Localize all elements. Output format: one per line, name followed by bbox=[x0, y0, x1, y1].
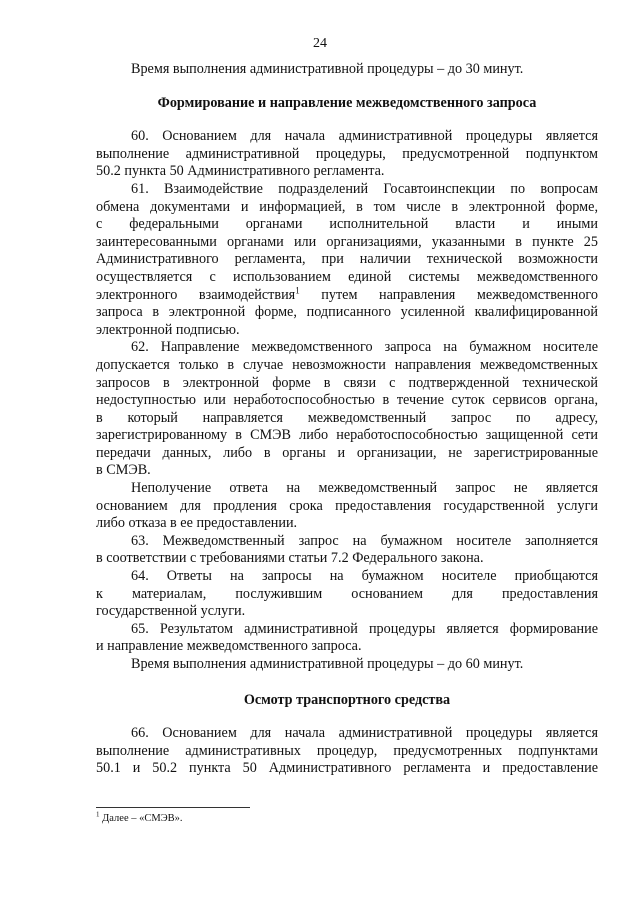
paragraph-64 bbox=[96, 568, 598, 621]
paragraph-63 bbox=[96, 533, 598, 568]
footnote-text: Далее – «СМЭВ». bbox=[99, 813, 183, 824]
paragraph-line: в соответствии с требованиями статьи 7.2 Федерального закона. bbox=[96, 550, 484, 567]
paragraph-line: 63. Межведомственный запрос на бумажном носителе заполняется bbox=[131, 532, 598, 549]
paragraph-line: запроса в электронной форме, подписанного усиленной квалифицированной bbox=[96, 304, 598, 321]
footnote-reference-mark[interactable]: 1 bbox=[295, 284, 300, 295]
paragraph-no-reply bbox=[96, 480, 598, 533]
paragraph-line: Неполучение ответа на межведомственный запрос не является bbox=[131, 480, 598, 497]
footnote-separator bbox=[96, 807, 250, 808]
paragraph-line: выполнение административной процедуры, предусмотренной подпунктом bbox=[96, 145, 598, 162]
paragraph-line: к материалам, послужившим основанием для предоставления bbox=[96, 585, 598, 602]
paragraph-line: запросов в электронной форме в связи с подтвержденной технической bbox=[96, 374, 598, 391]
paragraph-line: в СМЭВ. bbox=[96, 462, 151, 479]
paragraph-62 bbox=[96, 339, 598, 480]
paragraph-line: 50.2 пункта 50 Административного регламента. bbox=[96, 163, 385, 180]
paragraph-line: недоступностью или неработоспособностью в течение суток сервисов органа, bbox=[96, 392, 598, 409]
paragraph-line: заинтересованными органами или организациями, указанными в пункте 25 bbox=[96, 233, 598, 250]
paragraph-line: 62. Направление межведомственного запроса на бумажном носителе bbox=[131, 339, 598, 356]
section-heading-interagency-request: Формирование и направление межведомственного запроса bbox=[157, 94, 537, 111]
paragraph-line: с федеральными органами исполнительной власти и иными bbox=[96, 216, 598, 233]
paragraph-line: 60. Основанием для начала административной процедуры является bbox=[131, 128, 598, 145]
document-body bbox=[96, 61, 598, 778]
paragraph-65 bbox=[96, 621, 598, 656]
paragraph-line: обмена документами и информацией, в том числе в электронной форме, bbox=[96, 198, 598, 215]
paragraph-line-part: путем направления межведомственного bbox=[299, 286, 598, 303]
paragraph-line-with-footnote bbox=[96, 284, 598, 305]
time-line-60-min: Время выполнения административной процедуры – до 60 минут. bbox=[131, 656, 524, 672]
paragraph-line: допускается только в случае невозможности направления межведомственных bbox=[96, 356, 598, 373]
paragraph-line: государственной услуги. bbox=[96, 603, 246, 620]
page-number: 24 bbox=[313, 36, 327, 51]
intro-time-line: Время выполнения административной процедуры – до 30 минут. bbox=[131, 61, 524, 77]
paragraph-60 bbox=[96, 128, 598, 181]
paragraph-line: 64. Ответы на запросы на бумажном носителе приобщаются bbox=[131, 568, 598, 585]
paragraph-line: зарегистрированному в СМЭВ либо неработоспособностью защищенной сети bbox=[96, 427, 598, 444]
footnote-mark: 1 bbox=[96, 810, 100, 819]
section-heading-vehicle-inspection: Осмотр транспортного средства bbox=[243, 691, 451, 708]
paragraph-line: либо отказа в ее предоставлении. bbox=[96, 515, 298, 532]
paragraph-61 bbox=[96, 181, 598, 339]
paragraph-66 bbox=[96, 725, 598, 778]
paragraph-line: 61. Взаимодействие подразделений Госавтоинспекции по вопросам bbox=[131, 180, 598, 197]
paragraph-line: 50.1 и 50.2 пункта 50 Административного регламента и предоставление bbox=[96, 760, 598, 777]
paragraph-line: выполнение административных процедур, предусмотренных подпунктами bbox=[96, 742, 598, 759]
footnote bbox=[96, 812, 183, 825]
paragraph-line: передачи данных, либо в органы и организации, не зарегистрированные bbox=[96, 444, 598, 461]
paragraph-line: 66. Основанием для начала административной процедуры является bbox=[131, 725, 598, 742]
paragraph-line: 65. Результатом административной процедуры является формирование bbox=[131, 620, 598, 637]
paragraph-line: осуществляется с использованием единой системы межведомственного bbox=[96, 268, 598, 285]
paragraph-line: основанием для продления срока предоставления государственной услуги bbox=[96, 497, 598, 514]
paragraph-line: и направление межведомственного запроса. bbox=[96, 638, 362, 655]
paragraph-line: электронной подписью. bbox=[96, 321, 240, 338]
paragraph-line: Административного регламента, при наличии технической возможности bbox=[96, 251, 598, 268]
paragraph-line-part: электронного взаимодействия bbox=[96, 286, 296, 303]
paragraph-line: в который направляется межведомственный запрос по адресу, bbox=[96, 409, 598, 426]
